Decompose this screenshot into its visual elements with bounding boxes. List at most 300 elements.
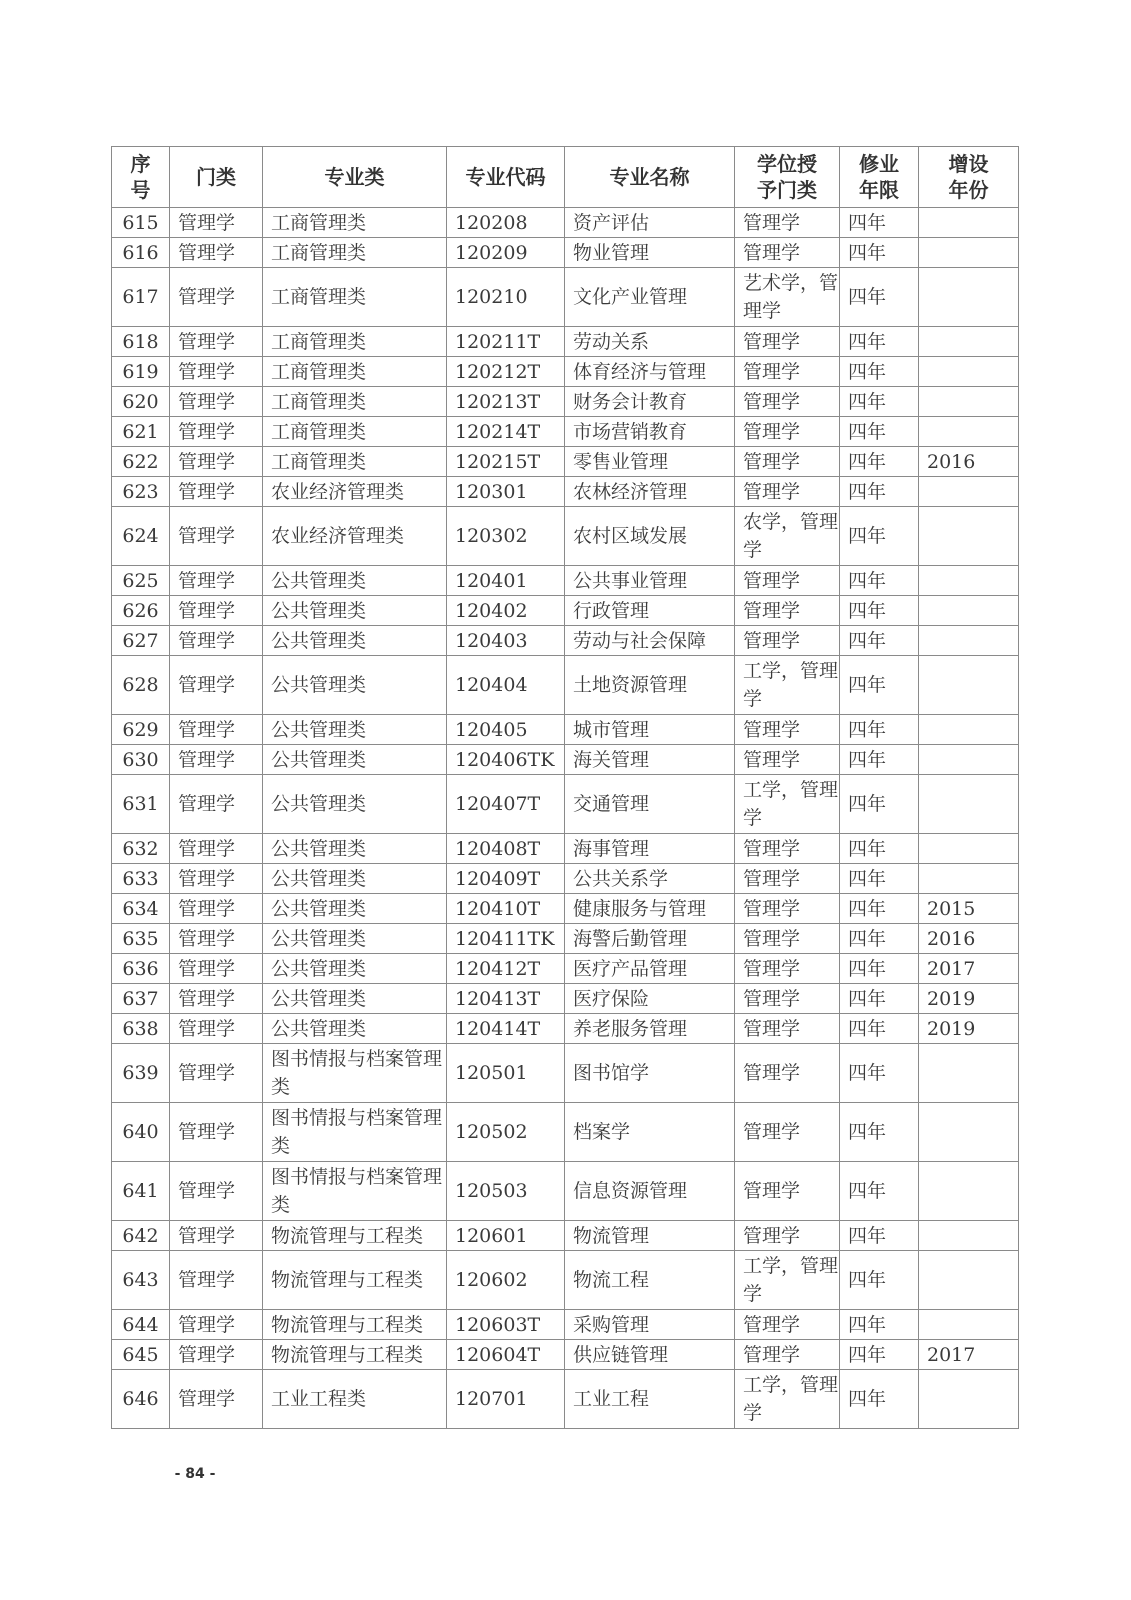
cell-category: 管理学 bbox=[170, 1251, 263, 1310]
cell-years: 四年 bbox=[840, 626, 919, 656]
cell-category: 管理学 bbox=[170, 954, 263, 984]
cell-category: 管理学 bbox=[170, 238, 263, 268]
header-category: 门类 bbox=[170, 147, 263, 208]
cell-major-class: 公共管理类 bbox=[263, 715, 447, 745]
cell-code: 120604T bbox=[447, 1340, 565, 1370]
table-row bbox=[112, 268, 1019, 327]
cell-added-year bbox=[919, 715, 1019, 745]
cell-degree: 管理学 bbox=[735, 238, 840, 268]
cell-degree: 农学，管理学 bbox=[735, 507, 840, 566]
header-code: 专业代码 bbox=[447, 147, 565, 208]
cell-category: 管理学 bbox=[170, 507, 263, 566]
cell-degree: 管理学 bbox=[735, 745, 840, 775]
cell-code: 120213T bbox=[447, 387, 565, 417]
table-row bbox=[112, 1044, 1019, 1103]
cell-added-year bbox=[919, 1221, 1019, 1251]
cell-degree: 管理学 bbox=[735, 894, 840, 924]
table-row bbox=[112, 834, 1019, 864]
cell-code: 120410T bbox=[447, 894, 565, 924]
cell-name: 农村区域发展 bbox=[565, 507, 735, 566]
cell-major-class: 农业经济管理类 bbox=[263, 507, 447, 566]
cell-category: 管理学 bbox=[170, 1310, 263, 1340]
cell-years: 四年 bbox=[840, 387, 919, 417]
cell-degree: 管理学 bbox=[735, 596, 840, 626]
cell-degree: 艺术学，管理学 bbox=[735, 268, 840, 327]
cell-seq: 623 bbox=[112, 477, 170, 507]
table-row bbox=[112, 1251, 1019, 1310]
cell-category: 管理学 bbox=[170, 745, 263, 775]
cell-years: 四年 bbox=[840, 775, 919, 834]
cell-name: 图书馆学 bbox=[565, 1044, 735, 1103]
cell-seq: 629 bbox=[112, 715, 170, 745]
cell-added-year bbox=[919, 834, 1019, 864]
cell-added-year bbox=[919, 626, 1019, 656]
cell-degree: 工学，管理学 bbox=[735, 775, 840, 834]
cell-degree: 管理学 bbox=[735, 954, 840, 984]
cell-seq: 638 bbox=[112, 1014, 170, 1044]
cell-years: 四年 bbox=[840, 1310, 919, 1340]
table-row bbox=[112, 1340, 1019, 1370]
cell-category: 管理学 bbox=[170, 1103, 263, 1162]
cell-major-class: 工商管理类 bbox=[263, 208, 447, 238]
cell-years: 四年 bbox=[840, 1044, 919, 1103]
cell-code: 120403 bbox=[447, 626, 565, 656]
cell-degree: 管理学 bbox=[735, 1221, 840, 1251]
cell-added-year bbox=[919, 238, 1019, 268]
cell-code: 120414T bbox=[447, 1014, 565, 1044]
cell-major-class: 工商管理类 bbox=[263, 447, 447, 477]
cell-seq: 645 bbox=[112, 1340, 170, 1370]
table-row bbox=[112, 954, 1019, 984]
cell-major-class: 公共管理类 bbox=[263, 954, 447, 984]
cell-code: 120603T bbox=[447, 1310, 565, 1340]
cell-category: 管理学 bbox=[170, 208, 263, 238]
cell-code: 120301 bbox=[447, 477, 565, 507]
cell-name: 劳动与社会保障 bbox=[565, 626, 735, 656]
cell-degree: 管理学 bbox=[735, 387, 840, 417]
cell-name: 农林经济管理 bbox=[565, 477, 735, 507]
table-row bbox=[112, 626, 1019, 656]
cell-added-year bbox=[919, 566, 1019, 596]
table-row bbox=[112, 715, 1019, 745]
cell-added-year: 2019 bbox=[919, 984, 1019, 1014]
cell-degree: 管理学 bbox=[735, 1044, 840, 1103]
cell-degree: 管理学 bbox=[735, 447, 840, 477]
cell-years: 四年 bbox=[840, 447, 919, 477]
cell-category: 管理学 bbox=[170, 656, 263, 715]
table-row bbox=[112, 208, 1019, 238]
cell-code: 120408T bbox=[447, 834, 565, 864]
cell-years: 四年 bbox=[840, 238, 919, 268]
cell-major-class: 公共管理类 bbox=[263, 834, 447, 864]
cell-category: 管理学 bbox=[170, 894, 263, 924]
cell-code: 120404 bbox=[447, 656, 565, 715]
cell-added-year bbox=[919, 1162, 1019, 1221]
cell-name: 零售业管理 bbox=[565, 447, 735, 477]
cell-seq: 615 bbox=[112, 208, 170, 238]
cell-degree: 管理学 bbox=[735, 1103, 840, 1162]
cell-code: 120210 bbox=[447, 268, 565, 327]
cell-category: 管理学 bbox=[170, 417, 263, 447]
cell-category: 管理学 bbox=[170, 1014, 263, 1044]
cell-seq: 632 bbox=[112, 834, 170, 864]
cell-years: 四年 bbox=[840, 1221, 919, 1251]
cell-added-year bbox=[919, 507, 1019, 566]
cell-major-class: 公共管理类 bbox=[263, 984, 447, 1014]
cell-name: 市场营销教育 bbox=[565, 417, 735, 447]
cell-years: 四年 bbox=[840, 596, 919, 626]
cell-years: 四年 bbox=[840, 864, 919, 894]
cell-major-class: 工商管理类 bbox=[263, 238, 447, 268]
cell-years: 四年 bbox=[840, 417, 919, 447]
cell-category: 管理学 bbox=[170, 715, 263, 745]
cell-years: 四年 bbox=[840, 656, 919, 715]
table-body bbox=[112, 208, 1019, 1429]
cell-degree: 工学，管理学 bbox=[735, 1251, 840, 1310]
cell-code: 120601 bbox=[447, 1221, 565, 1251]
cell-major-class: 公共管理类 bbox=[263, 894, 447, 924]
cell-added-year bbox=[919, 327, 1019, 357]
cell-seq: 635 bbox=[112, 924, 170, 954]
cell-seq: 616 bbox=[112, 238, 170, 268]
cell-major-class: 物流管理与工程类 bbox=[263, 1251, 447, 1310]
cell-degree: 管理学 bbox=[735, 1014, 840, 1044]
cell-years: 四年 bbox=[840, 745, 919, 775]
cell-added-year bbox=[919, 1251, 1019, 1310]
cell-years: 四年 bbox=[840, 208, 919, 238]
cell-degree: 管理学 bbox=[735, 566, 840, 596]
cell-added-year: 2017 bbox=[919, 1340, 1019, 1370]
cell-category: 管理学 bbox=[170, 626, 263, 656]
cell-degree: 工学，管理学 bbox=[735, 1370, 840, 1429]
header-degree: 学位授 予门类 bbox=[735, 147, 840, 208]
cell-major-class: 图书情报与档案管理类 bbox=[263, 1162, 447, 1221]
cell-added-year bbox=[919, 745, 1019, 775]
cell-added-year bbox=[919, 477, 1019, 507]
cell-seq: 621 bbox=[112, 417, 170, 447]
cell-code: 120302 bbox=[447, 507, 565, 566]
cell-degree: 管理学 bbox=[735, 834, 840, 864]
cell-seq: 639 bbox=[112, 1044, 170, 1103]
cell-code: 120401 bbox=[447, 566, 565, 596]
table-row bbox=[112, 1221, 1019, 1251]
cell-degree: 管理学 bbox=[735, 1162, 840, 1221]
cell-name: 信息资源管理 bbox=[565, 1162, 735, 1221]
cell-seq: 626 bbox=[112, 596, 170, 626]
cell-seq: 618 bbox=[112, 327, 170, 357]
cell-major-class: 工商管理类 bbox=[263, 327, 447, 357]
cell-category: 管理学 bbox=[170, 984, 263, 1014]
cell-major-class: 物流管理与工程类 bbox=[263, 1221, 447, 1251]
cell-degree: 管理学 bbox=[735, 984, 840, 1014]
cell-years: 四年 bbox=[840, 834, 919, 864]
cell-years: 四年 bbox=[840, 954, 919, 984]
header-name: 专业名称 bbox=[565, 147, 735, 208]
cell-seq: 641 bbox=[112, 1162, 170, 1221]
cell-code: 120409T bbox=[447, 864, 565, 894]
cell-seq: 636 bbox=[112, 954, 170, 984]
cell-added-year bbox=[919, 208, 1019, 238]
header-major-class: 专业类 bbox=[263, 147, 447, 208]
cell-major-class: 公共管理类 bbox=[263, 864, 447, 894]
header-years: 修业 年限 bbox=[840, 147, 919, 208]
cell-degree: 管理学 bbox=[735, 357, 840, 387]
cell-seq: 628 bbox=[112, 656, 170, 715]
majors-table bbox=[111, 146, 1019, 1429]
table-row bbox=[112, 357, 1019, 387]
table-row bbox=[112, 924, 1019, 954]
cell-years: 四年 bbox=[840, 1251, 919, 1310]
table-row bbox=[112, 477, 1019, 507]
cell-years: 四年 bbox=[840, 357, 919, 387]
cell-years: 四年 bbox=[840, 566, 919, 596]
table-row bbox=[112, 984, 1019, 1014]
cell-seq: 644 bbox=[112, 1310, 170, 1340]
cell-code: 120405 bbox=[447, 715, 565, 745]
cell-degree: 管理学 bbox=[735, 327, 840, 357]
cell-major-class: 公共管理类 bbox=[263, 745, 447, 775]
cell-years: 四年 bbox=[840, 477, 919, 507]
cell-added-year: 2016 bbox=[919, 924, 1019, 954]
cell-seq: 640 bbox=[112, 1103, 170, 1162]
cell-category: 管理学 bbox=[170, 924, 263, 954]
cell-seq: 630 bbox=[112, 745, 170, 775]
cell-name: 城市管理 bbox=[565, 715, 735, 745]
cell-name: 交通管理 bbox=[565, 775, 735, 834]
table-row bbox=[112, 417, 1019, 447]
table-row bbox=[112, 596, 1019, 626]
cell-seq: 622 bbox=[112, 447, 170, 477]
cell-major-class: 公共管理类 bbox=[263, 775, 447, 834]
cell-category: 管理学 bbox=[170, 268, 263, 327]
table-row bbox=[112, 566, 1019, 596]
cell-name: 公共关系学 bbox=[565, 864, 735, 894]
table-row bbox=[112, 894, 1019, 924]
cell-added-year bbox=[919, 656, 1019, 715]
cell-name: 采购管理 bbox=[565, 1310, 735, 1340]
table-row bbox=[112, 656, 1019, 715]
cell-major-class: 公共管理类 bbox=[263, 1014, 447, 1044]
cell-name: 海关管理 bbox=[565, 745, 735, 775]
table-row bbox=[112, 745, 1019, 775]
cell-name: 医疗产品管理 bbox=[565, 954, 735, 984]
cell-major-class: 图书情报与档案管理类 bbox=[263, 1044, 447, 1103]
cell-code: 120602 bbox=[447, 1251, 565, 1310]
cell-seq: 620 bbox=[112, 387, 170, 417]
table-row bbox=[112, 387, 1019, 417]
cell-added-year bbox=[919, 268, 1019, 327]
cell-seq: 642 bbox=[112, 1221, 170, 1251]
table-row bbox=[112, 1162, 1019, 1221]
cell-name: 海警后勤管理 bbox=[565, 924, 735, 954]
cell-category: 管理学 bbox=[170, 864, 263, 894]
cell-name: 体育经济与管理 bbox=[565, 357, 735, 387]
cell-category: 管理学 bbox=[170, 596, 263, 626]
cell-major-class: 工商管理类 bbox=[263, 357, 447, 387]
table-row bbox=[112, 1310, 1019, 1340]
cell-seq: 631 bbox=[112, 775, 170, 834]
cell-category: 管理学 bbox=[170, 775, 263, 834]
header-seq: 序 号 bbox=[112, 147, 170, 208]
cell-name: 物业管理 bbox=[565, 238, 735, 268]
cell-name: 文化产业管理 bbox=[565, 268, 735, 327]
cell-name: 养老服务管理 bbox=[565, 1014, 735, 1044]
cell-major-class: 农业经济管理类 bbox=[263, 477, 447, 507]
table-row bbox=[112, 447, 1019, 477]
cell-added-year: 2019 bbox=[919, 1014, 1019, 1044]
cell-years: 四年 bbox=[840, 1370, 919, 1429]
cell-added-year bbox=[919, 864, 1019, 894]
cell-added-year bbox=[919, 417, 1019, 447]
cell-degree: 管理学 bbox=[735, 208, 840, 238]
cell-years: 四年 bbox=[840, 894, 919, 924]
cell-code: 120407T bbox=[447, 775, 565, 834]
cell-code: 120212T bbox=[447, 357, 565, 387]
cell-code: 120502 bbox=[447, 1103, 565, 1162]
cell-code: 120413T bbox=[447, 984, 565, 1014]
cell-name: 劳动关系 bbox=[565, 327, 735, 357]
cell-category: 管理学 bbox=[170, 566, 263, 596]
cell-seq: 637 bbox=[112, 984, 170, 1014]
cell-added-year bbox=[919, 387, 1019, 417]
cell-name: 工业工程 bbox=[565, 1370, 735, 1429]
cell-seq: 619 bbox=[112, 357, 170, 387]
table-row bbox=[112, 1370, 1019, 1429]
cell-seq: 627 bbox=[112, 626, 170, 656]
cell-major-class: 工商管理类 bbox=[263, 268, 447, 327]
cell-category: 管理学 bbox=[170, 357, 263, 387]
cell-code: 120209 bbox=[447, 238, 565, 268]
cell-category: 管理学 bbox=[170, 327, 263, 357]
cell-code: 120215T bbox=[447, 447, 565, 477]
table-row bbox=[112, 864, 1019, 894]
cell-added-year bbox=[919, 1370, 1019, 1429]
cell-name: 海事管理 bbox=[565, 834, 735, 864]
cell-name: 行政管理 bbox=[565, 596, 735, 626]
table-row bbox=[112, 327, 1019, 357]
cell-degree: 管理学 bbox=[735, 626, 840, 656]
cell-degree: 管理学 bbox=[735, 417, 840, 447]
cell-name: 财务会计教育 bbox=[565, 387, 735, 417]
cell-added-year: 2015 bbox=[919, 894, 1019, 924]
cell-name: 健康服务与管理 bbox=[565, 894, 735, 924]
cell-seq: 617 bbox=[112, 268, 170, 327]
cell-degree: 管理学 bbox=[735, 864, 840, 894]
cell-years: 四年 bbox=[840, 1014, 919, 1044]
table-header-row bbox=[112, 147, 1019, 208]
page-number: - 84 - bbox=[174, 1466, 216, 1482]
cell-major-class: 公共管理类 bbox=[263, 626, 447, 656]
cell-seq: 646 bbox=[112, 1370, 170, 1429]
cell-degree: 管理学 bbox=[735, 1340, 840, 1370]
cell-code: 120501 bbox=[447, 1044, 565, 1103]
cell-degree: 管理学 bbox=[735, 715, 840, 745]
cell-code: 120411TK bbox=[447, 924, 565, 954]
cell-name: 医疗保险 bbox=[565, 984, 735, 1014]
cell-added-year bbox=[919, 1310, 1019, 1340]
cell-name: 公共事业管理 bbox=[565, 566, 735, 596]
cell-code: 120412T bbox=[447, 954, 565, 984]
cell-category: 管理学 bbox=[170, 834, 263, 864]
cell-code: 120406TK bbox=[447, 745, 565, 775]
cell-seq: 634 bbox=[112, 894, 170, 924]
cell-added-year bbox=[919, 1103, 1019, 1162]
cell-years: 四年 bbox=[840, 1340, 919, 1370]
header-added-year: 增设 年份 bbox=[919, 147, 1019, 208]
cell-name: 物流管理 bbox=[565, 1221, 735, 1251]
cell-major-class: 工商管理类 bbox=[263, 417, 447, 447]
cell-major-class: 公共管理类 bbox=[263, 596, 447, 626]
cell-years: 四年 bbox=[840, 1103, 919, 1162]
cell-added-year bbox=[919, 1044, 1019, 1103]
cell-code: 120503 bbox=[447, 1162, 565, 1221]
cell-degree: 工学，管理学 bbox=[735, 656, 840, 715]
cell-category: 管理学 bbox=[170, 477, 263, 507]
cell-added-year: 2016 bbox=[919, 447, 1019, 477]
cell-category: 管理学 bbox=[170, 1044, 263, 1103]
cell-added-year: 2017 bbox=[919, 954, 1019, 984]
cell-major-class: 公共管理类 bbox=[263, 566, 447, 596]
cell-major-class: 工业工程类 bbox=[263, 1370, 447, 1429]
cell-category: 管理学 bbox=[170, 1221, 263, 1251]
cell-added-year bbox=[919, 357, 1019, 387]
cell-degree: 管理学 bbox=[735, 1310, 840, 1340]
cell-name: 档案学 bbox=[565, 1103, 735, 1162]
cell-major-class: 物流管理与工程类 bbox=[263, 1340, 447, 1370]
cell-years: 四年 bbox=[840, 268, 919, 327]
cell-seq: 625 bbox=[112, 566, 170, 596]
cell-name: 供应链管理 bbox=[565, 1340, 735, 1370]
cell-added-year bbox=[919, 596, 1019, 626]
cell-code: 120402 bbox=[447, 596, 565, 626]
cell-years: 四年 bbox=[840, 984, 919, 1014]
cell-code: 120208 bbox=[447, 208, 565, 238]
cell-degree: 管理学 bbox=[735, 477, 840, 507]
cell-major-class: 工商管理类 bbox=[263, 387, 447, 417]
table-row bbox=[112, 775, 1019, 834]
cell-years: 四年 bbox=[840, 1162, 919, 1221]
cell-category: 管理学 bbox=[170, 447, 263, 477]
cell-years: 四年 bbox=[840, 507, 919, 566]
cell-major-class: 公共管理类 bbox=[263, 656, 447, 715]
cell-degree: 管理学 bbox=[735, 924, 840, 954]
cell-name: 土地资源管理 bbox=[565, 656, 735, 715]
cell-category: 管理学 bbox=[170, 1162, 263, 1221]
cell-seq: 624 bbox=[112, 507, 170, 566]
cell-years: 四年 bbox=[840, 924, 919, 954]
cell-category: 管理学 bbox=[170, 387, 263, 417]
cell-code: 120701 bbox=[447, 1370, 565, 1429]
cell-major-class: 公共管理类 bbox=[263, 924, 447, 954]
cell-code: 120211T bbox=[447, 327, 565, 357]
cell-major-class: 图书情报与档案管理类 bbox=[263, 1103, 447, 1162]
table-row bbox=[112, 1014, 1019, 1044]
cell-seq: 633 bbox=[112, 864, 170, 894]
table-row bbox=[112, 238, 1019, 268]
table-row bbox=[112, 1103, 1019, 1162]
table-row bbox=[112, 507, 1019, 566]
cell-added-year bbox=[919, 775, 1019, 834]
cell-years: 四年 bbox=[840, 715, 919, 745]
cell-category: 管理学 bbox=[170, 1370, 263, 1429]
cell-code: 120214T bbox=[447, 417, 565, 447]
cell-name: 物流工程 bbox=[565, 1251, 735, 1310]
cell-years: 四年 bbox=[840, 327, 919, 357]
cell-category: 管理学 bbox=[170, 1340, 263, 1370]
cell-seq: 643 bbox=[112, 1251, 170, 1310]
cell-name: 资产评估 bbox=[565, 208, 735, 238]
cell-major-class: 物流管理与工程类 bbox=[263, 1310, 447, 1340]
